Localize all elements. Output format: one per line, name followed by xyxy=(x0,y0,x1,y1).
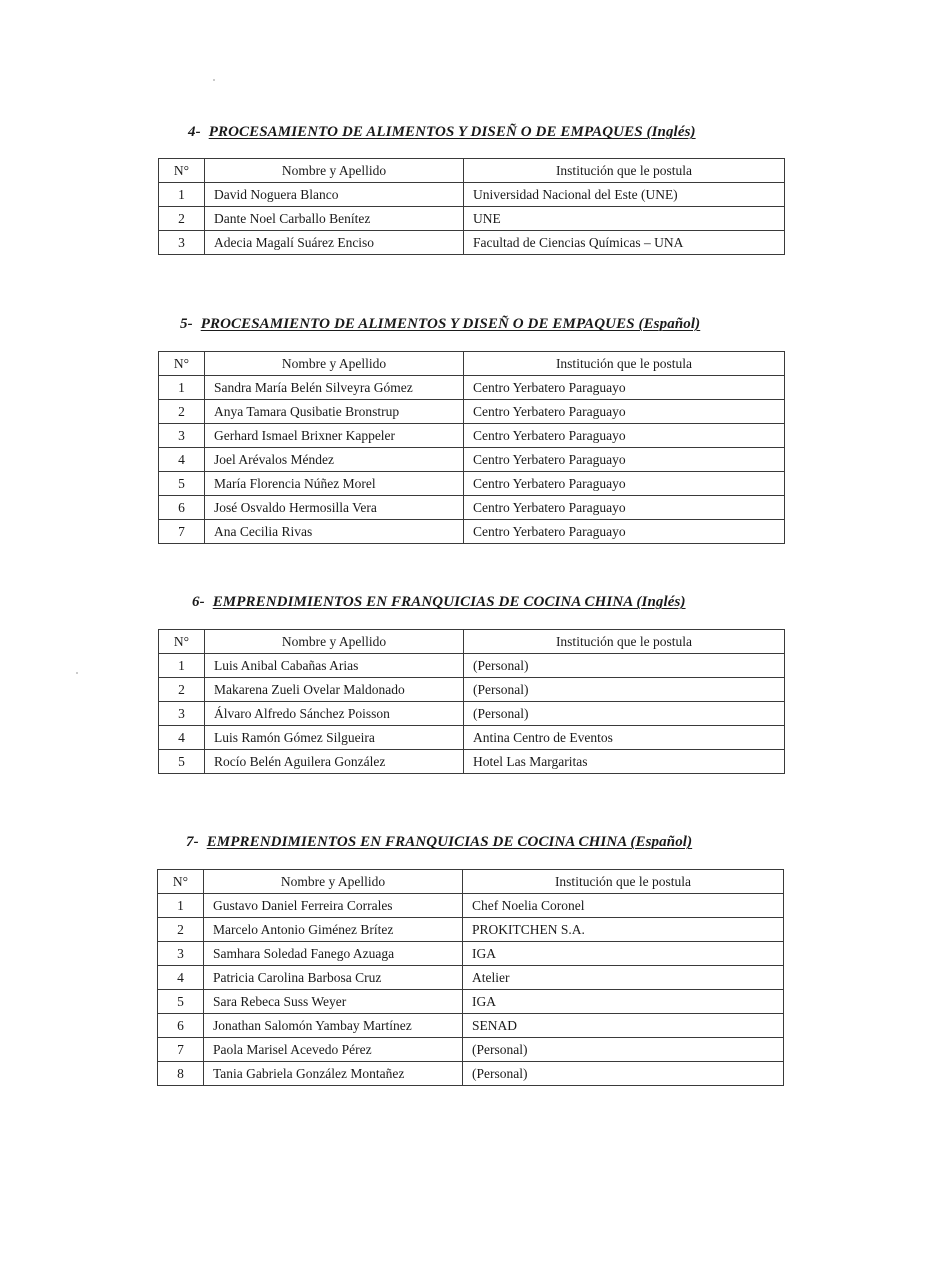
row-number: 8 xyxy=(158,1062,204,1086)
header-institution: Institución que le postula xyxy=(464,630,785,654)
scan-speck xyxy=(213,79,215,81)
institution: (Personal) xyxy=(463,1062,784,1086)
row-number: 4 xyxy=(158,966,204,990)
section-title: PROCESAMIENTO DE ALIMENTOS Y DISEÑ O DE EMPAQUES (Inglés) xyxy=(208,124,696,140)
participant-name: Dante Noel Carballo Benítez xyxy=(205,207,464,231)
participants-table xyxy=(158,158,785,255)
header-name: Nombre y Apellido xyxy=(205,630,464,654)
participant-name: Makarena Zueli Ovelar Maldonado xyxy=(205,678,464,702)
participants-table xyxy=(157,869,784,1086)
participant-name: Paola Marisel Acevedo Pérez xyxy=(204,1038,463,1062)
institution: UNE xyxy=(464,207,785,231)
participant-name: María Florencia Núñez Morel xyxy=(205,472,464,496)
institution: Centro Yerbatero Paraguayo xyxy=(464,496,785,520)
participant-name: Marcelo Antonio Giménez Brítez xyxy=(204,918,463,942)
participant-name: Ana Cecilia Rivas xyxy=(205,520,464,544)
institution: Centro Yerbatero Paraguayo xyxy=(464,448,785,472)
table-row xyxy=(158,990,784,1014)
header-name: Nombre y Apellido xyxy=(204,870,463,894)
row-number: 5 xyxy=(158,990,204,1014)
table-row xyxy=(159,207,785,231)
table-row xyxy=(158,1014,784,1038)
section-number: 4- xyxy=(188,124,201,140)
row-number: 3 xyxy=(159,231,205,255)
table-row xyxy=(158,1062,784,1086)
section-heading xyxy=(192,594,686,611)
scan-speck xyxy=(76,672,78,674)
row-number: 4 xyxy=(159,726,205,750)
header-name: Nombre y Apellido xyxy=(205,352,464,376)
participant-name: Luis Ramón Gómez Silgueira xyxy=(205,726,464,750)
header-name: Nombre y Apellido xyxy=(205,159,464,183)
participant-name: Gerhard Ismael Brixner Kappeler xyxy=(205,424,464,448)
institution: Universidad Nacional del Este (UNE) xyxy=(464,183,785,207)
table-row xyxy=(159,654,785,678)
table-row xyxy=(159,183,785,207)
table-header-row xyxy=(159,352,785,376)
participant-name: Anya Tamara Qusibatie Bronstrup xyxy=(205,400,464,424)
row-number: 2 xyxy=(159,207,205,231)
institution: Centro Yerbatero Paraguayo xyxy=(464,472,785,496)
table-row xyxy=(159,472,785,496)
participant-name: Rocío Belén Aguilera González xyxy=(205,750,464,774)
table-row xyxy=(159,376,785,400)
participant-name: Sandra María Belén Silveyra Gómez xyxy=(205,376,464,400)
institution: Centro Yerbatero Paraguayo xyxy=(464,424,785,448)
header-number: N° xyxy=(159,630,205,654)
section-heading xyxy=(188,124,696,141)
institution: (Personal) xyxy=(464,678,785,702)
table-header-row xyxy=(159,159,785,183)
institution: (Personal) xyxy=(464,654,785,678)
section-title: PROCESAMIENTO DE ALIMENTOS Y DISEÑ O DE EMPAQUES (Español) xyxy=(200,316,701,332)
table-row xyxy=(159,231,785,255)
participant-name: Patricia Carolina Barbosa Cruz xyxy=(204,966,463,990)
row-number: 5 xyxy=(159,750,205,774)
institution: PROKITCHEN S.A. xyxy=(463,918,784,942)
institution: (Personal) xyxy=(463,1038,784,1062)
participant-name: Álvaro Alfredo Sánchez Poisson xyxy=(205,702,464,726)
row-number: 5 xyxy=(159,472,205,496)
row-number: 2 xyxy=(159,678,205,702)
header-institution: Institución que le postula xyxy=(464,159,785,183)
institution: IGA xyxy=(463,990,784,1014)
institution: IGA xyxy=(463,942,784,966)
section-number: 5- xyxy=(180,316,193,332)
row-number: 1 xyxy=(159,376,205,400)
institution: Antina Centro de Eventos xyxy=(464,726,785,750)
institution: Facultad de Ciencias Químicas – UNA xyxy=(464,231,785,255)
row-number: 4 xyxy=(159,448,205,472)
institution: SENAD xyxy=(463,1014,784,1038)
header-institution: Institución que le postula xyxy=(464,352,785,376)
section-number: 7- xyxy=(186,834,199,850)
participant-name: Adecia Magalí Suárez Enciso xyxy=(205,231,464,255)
participant-name: Jonathan Salomón Yambay Martínez xyxy=(204,1014,463,1038)
row-number: 7 xyxy=(159,520,205,544)
participant-name: Tania Gabriela González Montañez xyxy=(204,1062,463,1086)
table-row xyxy=(159,400,785,424)
row-number: 1 xyxy=(159,183,205,207)
row-number: 7 xyxy=(158,1038,204,1062)
table-row xyxy=(159,702,785,726)
section-heading xyxy=(186,834,692,851)
institution: Hotel Las Margaritas xyxy=(464,750,785,774)
institution: Centro Yerbatero Paraguayo xyxy=(464,400,785,424)
row-number: 6 xyxy=(159,496,205,520)
participant-name: Samhara Soledad Fanego Azuaga xyxy=(204,942,463,966)
participants-table xyxy=(158,351,785,544)
institution: (Personal) xyxy=(464,702,785,726)
table-row xyxy=(159,726,785,750)
section-number: 6- xyxy=(192,594,205,610)
table-row xyxy=(158,966,784,990)
institution: Chef Noelia Coronel xyxy=(463,894,784,918)
section-title: EMPRENDIMIENTOS EN FRANQUICIAS DE COCINA CHINA (Inglés) xyxy=(212,594,686,610)
row-number: 2 xyxy=(158,918,204,942)
participant-name: Sara Rebeca Suss Weyer xyxy=(204,990,463,1014)
table-row xyxy=(159,520,785,544)
table-row xyxy=(158,894,784,918)
header-number: N° xyxy=(159,159,205,183)
row-number: 1 xyxy=(159,654,205,678)
table-row xyxy=(158,1038,784,1062)
section-heading xyxy=(180,316,700,333)
row-number: 6 xyxy=(158,1014,204,1038)
table-row xyxy=(159,424,785,448)
row-number: 3 xyxy=(159,702,205,726)
table-row xyxy=(158,942,784,966)
participant-name: Gustavo Daniel Ferreira Corrales xyxy=(204,894,463,918)
institution: Atelier xyxy=(463,966,784,990)
participant-name: Luis Anibal Cabañas Arias xyxy=(205,654,464,678)
table-row xyxy=(158,918,784,942)
row-number: 3 xyxy=(159,424,205,448)
row-number: 3 xyxy=(158,942,204,966)
table-row xyxy=(159,750,785,774)
participants-table xyxy=(158,629,785,774)
header-number: N° xyxy=(158,870,204,894)
participant-name: José Osvaldo Hermosilla Vera xyxy=(205,496,464,520)
table-row xyxy=(159,448,785,472)
table-header-row xyxy=(158,870,784,894)
participant-name: David Noguera Blanco xyxy=(205,183,464,207)
table-header-row xyxy=(159,630,785,654)
header-number: N° xyxy=(159,352,205,376)
table-row xyxy=(159,496,785,520)
institution: Centro Yerbatero Paraguayo xyxy=(464,520,785,544)
header-institution: Institución que le postula xyxy=(463,870,784,894)
row-number: 1 xyxy=(158,894,204,918)
table-row xyxy=(159,678,785,702)
section-title: EMPRENDIMIENTOS EN FRANQUICIAS DE COCINA CHINA (Español) xyxy=(206,834,693,850)
row-number: 2 xyxy=(159,400,205,424)
participant-name: Joel Arévalos Méndez xyxy=(205,448,464,472)
institution: Centro Yerbatero Paraguayo xyxy=(464,376,785,400)
